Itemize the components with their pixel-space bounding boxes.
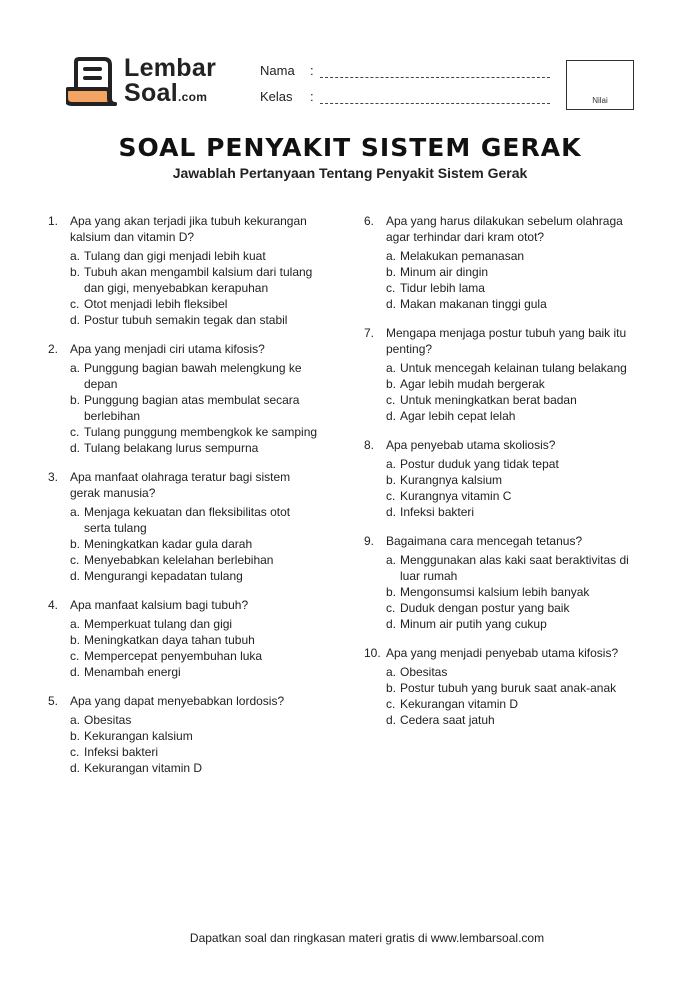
question-text: Bagaimana cara mencegah tetanus? bbox=[386, 534, 583, 548]
option-text: Punggung bagian bawah melengkung ke depan bbox=[84, 361, 302, 391]
option-text: Postur tubuh semakin tegak dan stabil bbox=[84, 313, 288, 327]
name-colon: : bbox=[310, 63, 314, 78]
answer-option[interactable] bbox=[70, 728, 318, 744]
question-item bbox=[364, 437, 644, 520]
question-stem bbox=[48, 341, 318, 357]
logo-line2 bbox=[124, 81, 216, 110]
option-letter: b. bbox=[386, 585, 397, 599]
option-letter: a. bbox=[70, 249, 81, 263]
answer-options bbox=[386, 456, 644, 520]
question-stem bbox=[364, 213, 644, 245]
option-text: Obesitas bbox=[400, 665, 448, 679]
option-text: Menambah energi bbox=[84, 665, 181, 679]
option-text: Obesitas bbox=[84, 713, 132, 727]
option-text: Postur duduk yang tidak tepat bbox=[400, 457, 559, 471]
option-text: Untuk meningkatkan berat badan bbox=[400, 393, 577, 407]
option-letter: a. bbox=[386, 553, 397, 567]
option-letter: d. bbox=[70, 441, 81, 455]
question-text: Apa yang akan terjadi jika tubuh kekurangan kalsium dan vitamin D? bbox=[70, 214, 307, 244]
answer-option[interactable] bbox=[386, 616, 644, 632]
question-item bbox=[48, 597, 318, 680]
question-stem bbox=[364, 645, 644, 661]
page-subtitle: Jawablah Pertanyaan Tentang Penyakit Sistem Gerak bbox=[172, 165, 528, 181]
option-text: Tulang punggung membengkok ke samping bbox=[84, 425, 318, 439]
option-text: Agar lebih cepat lelah bbox=[400, 409, 516, 423]
option-letter: c. bbox=[70, 553, 80, 567]
question-stem bbox=[48, 693, 318, 709]
option-text: Mempercepat penyembuhan luka bbox=[84, 649, 263, 663]
option-letter: a. bbox=[70, 713, 81, 727]
answer-option[interactable] bbox=[386, 584, 644, 600]
answer-options bbox=[70, 504, 318, 584]
option-text: Kekurangan kalsium bbox=[84, 729, 193, 743]
option-text: Infeksi bakteri bbox=[400, 505, 475, 519]
question-number: 1. bbox=[48, 214, 59, 228]
question-text: Apa yang menjadi penyebab utama kifosis? bbox=[386, 646, 619, 660]
option-letter: b. bbox=[386, 473, 397, 487]
question-number: 9. bbox=[364, 534, 375, 548]
question-stem bbox=[48, 597, 318, 613]
option-letter: b. bbox=[70, 633, 81, 647]
option-text: Cedera saat jatuh bbox=[400, 713, 495, 727]
option-letter: a. bbox=[70, 505, 81, 519]
answer-option[interactable] bbox=[386, 600, 644, 616]
question-text: Apa manfaat kalsium bagi tubuh? bbox=[70, 598, 249, 612]
option-text: Duduk dengan postur yang baik bbox=[400, 601, 570, 615]
option-letter: d. bbox=[386, 297, 397, 311]
option-text: Tulang dan gigi menjadi lebih kuat bbox=[84, 249, 266, 263]
answer-option[interactable] bbox=[386, 408, 644, 424]
question-item bbox=[364, 645, 644, 728]
answer-option[interactable] bbox=[70, 504, 318, 536]
answer-option[interactable] bbox=[70, 440, 318, 456]
question-text: Mengapa menjaga postur tubuh yang baik itu penting? bbox=[386, 326, 627, 356]
option-text: Agar lebih mudah bergerak bbox=[400, 377, 545, 391]
question-item bbox=[48, 213, 318, 328]
option-letter: c. bbox=[70, 425, 80, 439]
question-text: Apa penyebab utama skoliosis? bbox=[386, 438, 556, 452]
question-stem bbox=[48, 213, 318, 245]
option-text: Tulang belakang lurus sempurna bbox=[84, 441, 259, 455]
option-text: Meningkatkan daya tahan tubuh bbox=[84, 633, 255, 647]
answer-option[interactable] bbox=[386, 472, 644, 488]
answer-option[interactable] bbox=[386, 264, 644, 280]
option-letter: c. bbox=[386, 489, 396, 503]
option-letter: b. bbox=[386, 265, 397, 279]
answer-option[interactable] bbox=[386, 296, 644, 312]
option-letter: a. bbox=[386, 361, 397, 375]
answer-option[interactable] bbox=[70, 392, 318, 424]
option-text: Tubuh akan mengambil kalsium dari tulang dan gigi, menyebabkan kerapuhan bbox=[84, 265, 313, 295]
question-item bbox=[48, 469, 318, 584]
answer-options bbox=[70, 248, 318, 328]
option-text: Minum air putih yang cukup bbox=[400, 617, 547, 631]
answer-option[interactable] bbox=[386, 664, 644, 680]
answer-option[interactable] bbox=[386, 248, 644, 264]
option-text: Makan makanan tinggi gula bbox=[400, 297, 547, 311]
option-letter: b. bbox=[70, 265, 81, 279]
question-item bbox=[364, 213, 644, 312]
score-label: Nilai bbox=[592, 96, 608, 105]
answer-option[interactable] bbox=[70, 296, 318, 312]
question-number: 4. bbox=[48, 598, 59, 612]
option-letter: b. bbox=[386, 377, 397, 391]
option-letter: c. bbox=[386, 697, 396, 711]
option-letter: a. bbox=[386, 249, 397, 263]
option-letter: c. bbox=[70, 649, 80, 663]
question-stem bbox=[364, 325, 644, 357]
question-item bbox=[364, 325, 644, 424]
option-text: Infeksi bakteri bbox=[84, 745, 159, 759]
answer-option[interactable] bbox=[70, 424, 318, 440]
question-number: 8. bbox=[364, 438, 375, 452]
question-item bbox=[48, 341, 318, 456]
logo bbox=[66, 52, 226, 112]
answer-option[interactable] bbox=[70, 360, 318, 392]
question-stem bbox=[364, 437, 644, 453]
answer-option[interactable] bbox=[386, 280, 644, 296]
option-text: Kekurangan vitamin D bbox=[84, 761, 203, 775]
answer-options bbox=[386, 360, 644, 424]
option-text: Menyebabkan kelelahan berlebihan bbox=[84, 553, 274, 567]
answer-options bbox=[70, 712, 318, 776]
class-label: Kelas bbox=[260, 89, 293, 104]
answer-option[interactable] bbox=[386, 488, 644, 504]
answer-option[interactable] bbox=[70, 760, 318, 776]
question-text: Apa yang harus dilakukan sebelum olahraga agar terhindar dari kram otot? bbox=[386, 214, 623, 244]
page-title: SOAL PENYAKIT SISTEM GERAK bbox=[118, 133, 582, 162]
answer-options bbox=[70, 616, 318, 680]
question-stem bbox=[364, 533, 644, 549]
option-letter: c. bbox=[386, 601, 396, 615]
question-column-right bbox=[364, 213, 644, 741]
answer-option[interactable] bbox=[386, 392, 644, 408]
question-number: 3. bbox=[48, 470, 59, 484]
answer-option[interactable] bbox=[70, 536, 318, 552]
option-letter: b. bbox=[70, 729, 81, 743]
option-text: Minum air dingin bbox=[400, 265, 489, 279]
option-letter: b. bbox=[70, 537, 81, 551]
answer-option[interactable] bbox=[70, 712, 318, 728]
option-letter: b. bbox=[386, 681, 397, 695]
answer-options bbox=[386, 552, 644, 632]
question-stem bbox=[48, 469, 318, 501]
answer-option[interactable] bbox=[70, 664, 318, 680]
option-text: Punggung bagian atas membulat secara berlebihan bbox=[84, 393, 300, 423]
answer-options bbox=[386, 248, 644, 312]
answer-option[interactable] bbox=[386, 680, 644, 696]
class-colon: : bbox=[310, 89, 314, 104]
answer-option[interactable] bbox=[70, 648, 318, 664]
answer-options bbox=[386, 664, 644, 728]
option-letter: a. bbox=[386, 457, 397, 471]
name-label: Nama bbox=[260, 63, 295, 78]
option-letter: c. bbox=[70, 745, 80, 759]
answer-option[interactable] bbox=[70, 616, 318, 632]
option-text: Mengurangi kepadatan tulang bbox=[84, 569, 243, 583]
answer-option[interactable] bbox=[70, 744, 318, 760]
option-letter: d. bbox=[70, 761, 81, 775]
question-number: 5. bbox=[48, 694, 59, 708]
answer-option[interactable] bbox=[386, 504, 644, 520]
logo-line2-text: Soal bbox=[124, 79, 178, 107]
option-letter: b. bbox=[70, 393, 81, 407]
logo-suffix: .com bbox=[178, 90, 208, 104]
name-blank-line[interactable] bbox=[320, 77, 550, 78]
option-letter: a. bbox=[70, 617, 81, 631]
option-text: Menggunakan alas kaki saat beraktivitas di luar rumah bbox=[400, 553, 629, 583]
option-letter: d. bbox=[70, 665, 81, 679]
option-text: Kurangnya vitamin C bbox=[400, 489, 512, 503]
option-text: Menjaga kekuatan dan fleksibilitas otot serta tulang bbox=[84, 505, 291, 535]
question-number: 2. bbox=[48, 342, 59, 356]
option-letter: c. bbox=[386, 281, 396, 295]
logo-line1: Lembar bbox=[124, 54, 217, 82]
option-letter: a. bbox=[386, 665, 397, 679]
answer-option[interactable] bbox=[70, 248, 318, 264]
question-number: 7. bbox=[364, 326, 375, 340]
option-letter: a. bbox=[70, 361, 81, 375]
answer-option[interactable] bbox=[70, 568, 318, 584]
question-text: Apa yang menjadi ciri utama kifosis? bbox=[70, 342, 265, 356]
option-text: Melakukan pemanasan bbox=[400, 249, 525, 263]
option-letter: c. bbox=[70, 297, 80, 311]
option-letter: d. bbox=[386, 617, 397, 631]
option-letter: d. bbox=[386, 409, 397, 423]
answer-option[interactable] bbox=[70, 264, 318, 296]
option-text: Mengonsumsi kalsium lebih banyak bbox=[400, 585, 590, 599]
answer-option[interactable] bbox=[386, 456, 644, 472]
answer-option[interactable] bbox=[386, 712, 644, 728]
logo-text bbox=[124, 56, 216, 110]
option-letter: d. bbox=[386, 713, 397, 727]
option-text: Memperkuat tulang dan gigi bbox=[84, 617, 233, 631]
option-text: Kurangnya kalsium bbox=[400, 473, 503, 487]
answer-option[interactable] bbox=[70, 552, 318, 568]
option-text: Postur tubuh yang buruk saat anak-anak bbox=[400, 681, 617, 695]
option-text: Otot menjadi lebih fleksibel bbox=[84, 297, 228, 311]
answer-option[interactable] bbox=[386, 376, 644, 392]
answer-option[interactable] bbox=[386, 696, 644, 712]
option-text: Tidur lebih lama bbox=[400, 281, 485, 295]
question-item bbox=[364, 533, 644, 632]
option-text: Kekurangan vitamin D bbox=[400, 697, 519, 711]
answer-option[interactable] bbox=[386, 360, 644, 376]
option-letter: d. bbox=[386, 505, 397, 519]
question-text: Apa manfaat olahraga teratur bagi sistem gerak manusia? bbox=[70, 470, 291, 500]
option-letter: d. bbox=[70, 313, 81, 327]
option-letter: c. bbox=[386, 393, 396, 407]
answer-option[interactable] bbox=[70, 632, 318, 648]
question-number: 6. bbox=[364, 214, 375, 228]
option-text: Untuk mencegah kelainan tulang belakang bbox=[400, 361, 627, 375]
answer-options bbox=[70, 360, 318, 456]
class-blank-line[interactable] bbox=[320, 103, 550, 104]
document-logo-icon bbox=[66, 56, 122, 108]
question-text: Apa yang dapat menyebabkan lordosis? bbox=[70, 694, 285, 708]
question-item bbox=[48, 693, 318, 776]
question-column-left bbox=[48, 213, 318, 789]
option-text: Meningkatkan kadar gula darah bbox=[84, 537, 253, 551]
answer-option[interactable] bbox=[386, 552, 644, 584]
question-number: 10. bbox=[364, 646, 381, 660]
answer-option[interactable] bbox=[70, 312, 318, 328]
footer-text: Dapatkan soal dan ringkasan materi gratis di www.lembarsoal.com bbox=[189, 931, 545, 945]
option-letter: d. bbox=[70, 569, 81, 583]
score-box[interactable] bbox=[566, 60, 634, 110]
